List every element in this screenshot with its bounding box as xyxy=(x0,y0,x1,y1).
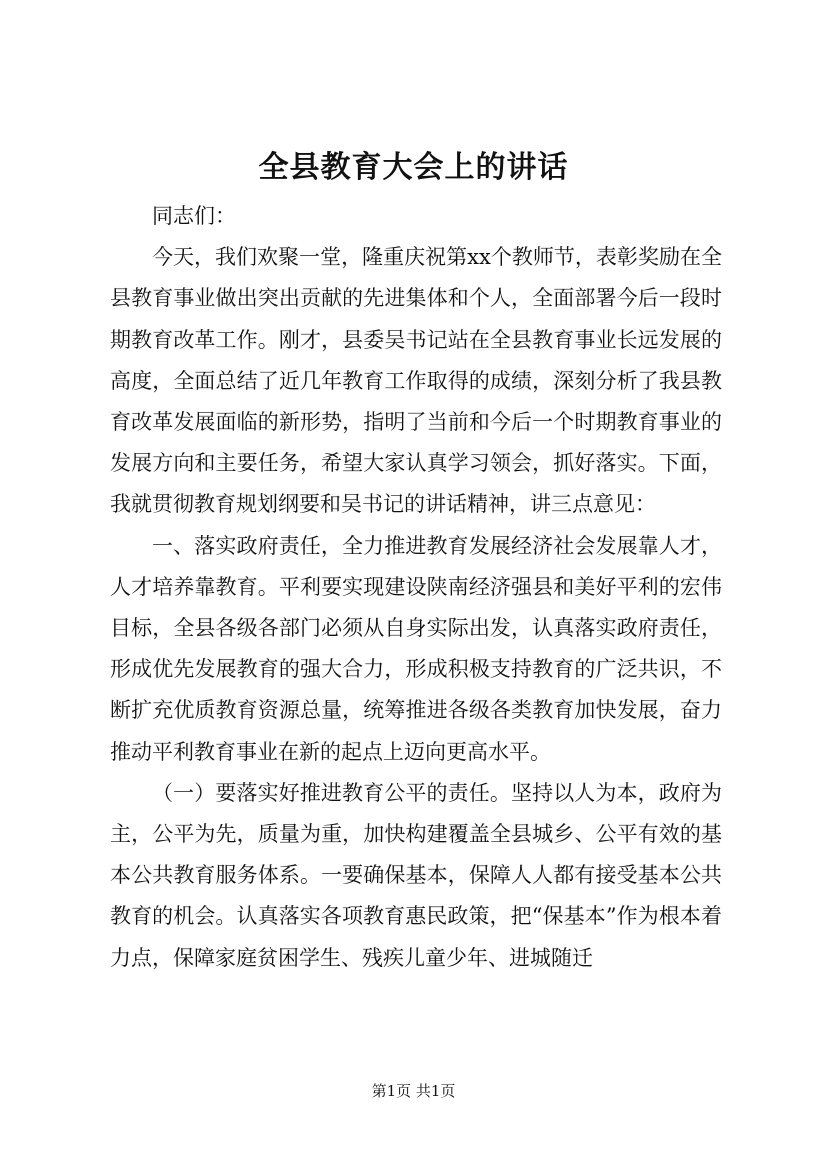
intro-paragraph: 今天，我们欢聚一堂，隆重庆祝第xx个教师节，表彰奖励在全县教育事业做出突出贡献的先进集体和个人，全面部署今后一段时期教育改革工作。刚才，县委吴书记站在全县教育事业长远发展的高度，全面总结了近几年教育工作取得的成绩，深刻分析了我县教育改革发展面临的新形势，指明了当前和今后一个时期教育事业的发展方向和主要任务，希望大家认真学习领会，抓好落实。下面，我就贯彻教育规划纲要和吴书记的讲话精神，讲三点意见： xyxy=(110,245,722,517)
page-footer: 第1页 共1页 xyxy=(371,1082,456,1100)
document-title: 全县教育大会上的讲话 xyxy=(258,150,569,185)
subsection-one-paragraph: （一）要落实好推进教育公平的责任。坚持以人为本，政府为主，公平为先，质量为重，加快构建覆盖全县城乡、公平有效的基本公共教育服务体系。一要确保基本，保障人人都有接受基本公共教育的机会。认真落实各项教育惠民政策，把“保基本”作为根本着力点，保障家庭贫困学生、残疾儿童少年、进城随迁 xyxy=(110,780,722,970)
section-one-paragraph: 一、落实政府责任，全力推进教育发展经济社会发展靠人才，人才培养靠教育。平利要实现建设陕南经济强县和美好平利的宏伟目标，全县各级各部门必须从自身实际出发，认真落实政府责任，形成优先发展教育的强大合力，形成积极支持教育的广泛共识，不断扩充优质教育资源总量，统筹推进各级各类教育加快发展，奋力推动平利教育事业在新的起点上迈向更高水平。 xyxy=(110,533,722,764)
salutation-paragraph: 同志们： xyxy=(152,204,236,228)
document-body xyxy=(110,196,722,979)
